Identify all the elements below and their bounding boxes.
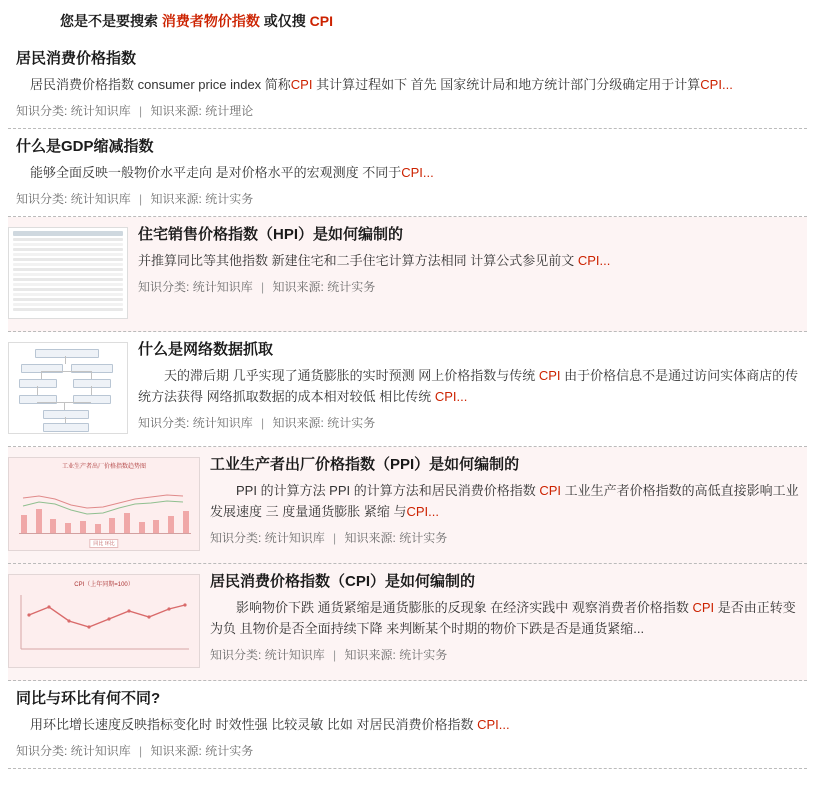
line-chart-svg [9,575,199,667]
meta-category-label: 知识分类: [16,743,68,758]
result-snippet [138,251,807,272]
chart-legend: 同比 环比 [89,539,118,548]
result-meta [138,279,807,296]
meta-divider: | [261,279,265,294]
result-item[interactable] [8,681,807,769]
result-title[interactable]: 什么是网络数据抓取 [138,340,274,358]
suggestion-prefix: 您是不是要搜索 [60,13,158,29]
meta-source-value[interactable]: 统计实务 [205,191,254,206]
result-snippet [8,163,807,184]
result-meta [210,647,807,664]
result-snippet [210,481,807,523]
meta-source-label: 知识来源: [150,191,202,206]
result-title[interactable]: 工业生产者出厂价格指数（PPI）是如何编制的 [210,455,520,473]
result-snippet [138,366,807,408]
tree-diagram-preview-icon [9,343,127,433]
result-snippet [210,598,807,640]
snippet-highlight-2: CPI... [700,77,733,93]
meta-source-value[interactable]: 统计实务 [327,279,376,294]
meta-divider: | [261,415,265,430]
result-thumbnail-diagram[interactable] [8,342,128,434]
result-title[interactable]: 居民消费价格指数 [16,50,137,67]
meta-category-label: 知识分类: [16,191,68,206]
meta-source-value[interactable]: 统计实务 [205,743,254,758]
meta-source-label: 知识来源: [272,279,324,294]
result-meta [138,415,807,432]
snippet-highlight: CPI... [401,165,434,181]
meta-source-label: 知识来源: [344,647,396,662]
result-item[interactable] [8,332,807,447]
snippet-text-mid: 是否由正转变为负 且物价是否全面持续下降 来判断某个时期的物价下跌是否是通货紧缩... [210,599,796,636]
result-meta [8,103,807,120]
result-meta [8,743,807,760]
suggestion-keyword-link[interactable]: 消费者物价指数 [161,13,260,29]
snippet-text: 并推算同比等其他指数 新建住宅和二手住宅计算方法相同 计算公式参见前文 [138,252,578,268]
thumbnail-chart-title: 工业生产者出厂价格指数趋势图 [61,463,146,470]
result-body [8,135,807,208]
meta-category-label: 知识分类: [210,530,262,545]
result-body [210,453,807,547]
result-meta [8,191,807,208]
meta-category-value[interactable]: 统计知识库 [70,191,131,206]
meta-source-value[interactable]: 统计实务 [399,647,448,662]
result-title[interactable]: 住宅销售价格指数（HPI）是如何编制的 [138,225,404,243]
snippet-text: 影响物价下跌 通货紧缩是通货膨胀的反现象 在经济实践中 观察消费者价格指数 [236,599,693,615]
result-body [8,687,807,760]
result-meta [210,530,807,547]
result-snippet [8,75,807,96]
meta-category-label: 知识分类: [138,279,190,294]
meta-divider: | [139,104,143,119]
meta-category-label: 知识分类: [210,647,262,662]
meta-category-label: 知识分类: [138,415,190,430]
snippet-text: PPI 的计算方法 PPI 的计算方法和居民消费价格指数 [236,482,540,498]
results-list [0,41,815,769]
snippet-text-mid: 由于价格信息不是通过访问实体商店的传统方法获得 网络抓取数据的成本相对较低 相比传统 [138,367,799,404]
meta-divider: | [333,530,337,545]
snippet-text-mid: 其计算过程如下 首先 国家统计局和地方统计部门分级确定用于计算 [312,77,701,93]
snippet-text-mid: 工业生产者价格指数的高低直接影响工业发展速度 三 度量通货膨胀 紧缩 与 [210,482,799,519]
meta-source-value[interactable]: 统计实务 [327,415,376,430]
snippet-highlight-2: CPI... [406,503,439,519]
snippet-text: 能够全面反映一般物价水平走向 是对价格水平的宏观测度 不同于 [30,165,402,181]
meta-divider: | [139,743,143,758]
snippet-highlight: CPI [539,482,562,498]
result-item[interactable] [8,217,807,332]
meta-category-value[interactable]: 统计知识库 [264,647,325,662]
table-preview-icon [9,228,127,318]
result-title[interactable]: 同比与环比有何不同? [16,689,161,707]
meta-divider: | [333,647,337,662]
meta-source-label: 知识来源: [272,415,324,430]
result-item[interactable] [8,447,807,564]
snippet-highlight-2: CPI... [434,388,468,404]
snippet-highlight: CPI [692,599,715,615]
meta-source-label: 知识来源: [150,104,202,119]
meta-category-value[interactable]: 统计知识库 [70,104,131,119]
chart-line-overlay [9,458,199,550]
snippet-highlight: CPI... [577,252,611,268]
meta-source-label: 知识来源: [150,743,202,758]
result-item[interactable] [8,564,807,681]
search-suggestion [0,0,815,41]
result-item[interactable] [8,129,807,217]
snippet-highlight: CPI [538,367,561,383]
meta-category-label: 知识分类: [16,104,68,119]
meta-source-value[interactable]: 统计实务 [399,530,448,545]
result-snippet [8,715,807,736]
meta-category-value[interactable]: 统计知识库 [264,530,325,545]
result-thumbnail-bar-chart[interactable] [8,457,200,551]
snippet-highlight: CPI... [477,716,510,732]
result-body [8,47,807,120]
suggestion-keyword2-link[interactable]: CPI [309,13,334,29]
result-title[interactable]: 什么是GDP缩减指数 [16,137,154,155]
result-body [210,570,807,664]
meta-category-value[interactable]: 统计知识库 [70,743,131,758]
thumbnail-chart-title: CPI（上年同期=100） [74,581,134,588]
snippet-highlight: CPI [290,77,313,93]
result-body [138,223,807,296]
result-title[interactable]: 居民消费价格指数（CPI）是如何编制的 [210,572,476,590]
snippet-text: 居民消费价格指数 consumer price index 简称 [30,77,291,93]
bar-chart-preview-icon [9,458,199,550]
result-thumbnail-table[interactable] [8,227,128,319]
result-item[interactable] [8,41,807,129]
suggestion-middle: 或仅搜 [263,13,306,29]
snippet-text: 天的滞后期 几乎实现了通货膨胀的实时预测 网上价格指数与传统 [164,367,539,383]
line-chart-preview-icon [9,575,199,667]
meta-category-value[interactable]: 统计知识库 [192,415,253,430]
meta-divider: | [139,191,143,206]
result-body [138,338,807,432]
result-thumbnail-line-chart[interactable] [8,574,200,668]
meta-category-value[interactable]: 统计知识库 [192,279,253,294]
meta-source-label: 知识来源: [344,530,396,545]
snippet-text: 用环比增长速度反映指标变化时 时效性强 比较灵敏 比如 对居民消费价格指数 [30,716,478,732]
meta-source-value[interactable]: 统计理论 [205,104,254,119]
